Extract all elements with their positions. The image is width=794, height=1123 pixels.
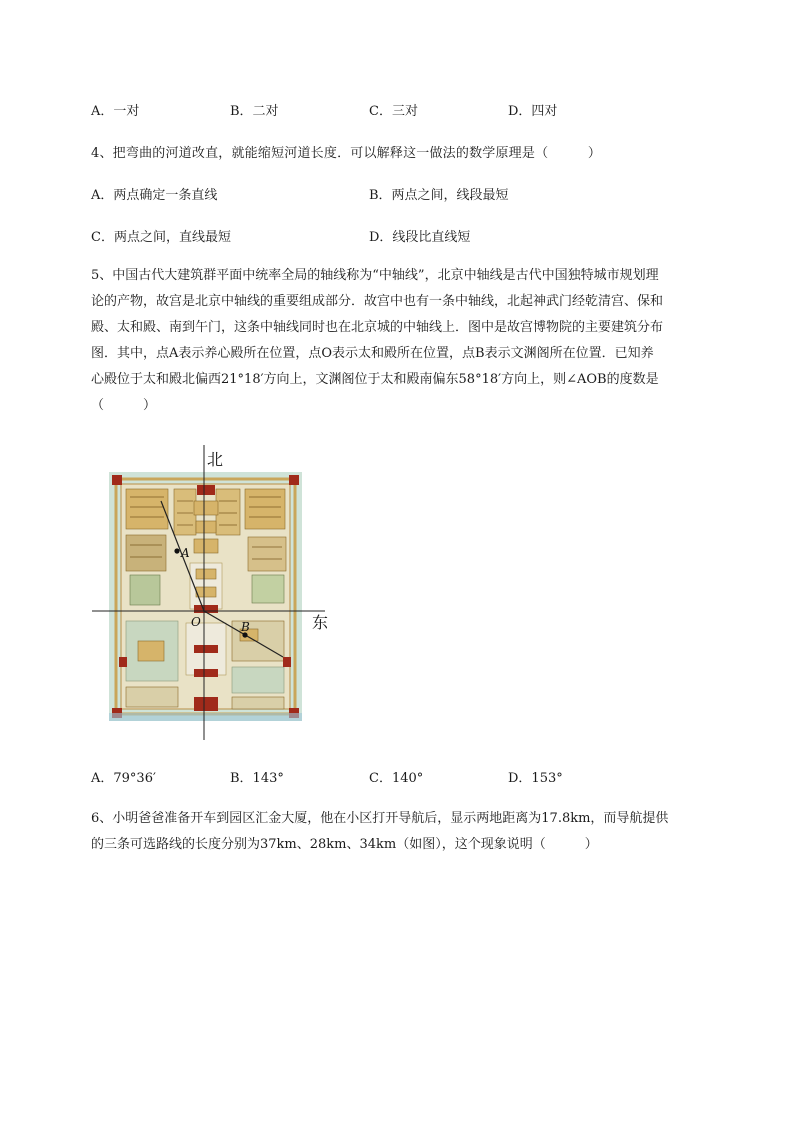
point-o-label: O — [191, 615, 201, 629]
q4-option-b: B．两点之间，线段最短 — [369, 188, 509, 203]
q6-line: 6、小明爸爸准备开车到园区汇金大厦，他在小区打开导航后，显示两地距离为17.8km，而导航提供 — [91, 811, 669, 826]
q4-option-d: D．线段比直线短 — [369, 230, 471, 245]
q5-line: 论的产物，故宫是北京中轴线的重要组成部分．故宫中也有一条中轴线，北起神武门经乾清宫、保和 — [91, 294, 664, 309]
q5-option-c: C．140° — [369, 771, 424, 786]
q3-option-a: A．一对 — [91, 104, 140, 119]
q5-option-b: B．143° — [230, 771, 284, 786]
point-a-label: A — [181, 546, 190, 560]
q4-stem: 4、把弯曲的河道改直，就能缩短河道长度．可以解释这一做法的数学原理是（ ） — [91, 146, 602, 161]
q5-line: 图．其中，点A表示养心殿所在位置，点O表示太和殿所在位置，点B表示文渊阁所在位置．已知养 — [91, 346, 654, 361]
q3-option-b: B．二对 — [230, 104, 279, 119]
q6-stem — [91, 806, 703, 858]
east-label: 东 — [312, 613, 329, 632]
forbidden-city-map-figure — [90, 445, 340, 745]
q5-line: 心殿位于太和殿北偏西21°18′方向上，文渊阁位于太和殿南偏东58°18′方向上，则∠AOB的度数是 — [91, 372, 659, 387]
q5-line: 殿、太和殿、南到午门，这条中轴线同时也在北京城的中轴线上．图中是故宫博物院的主要建筑分布 — [91, 320, 664, 335]
point-a — [174, 548, 179, 553]
q3-option-c: C．三对 — [369, 104, 418, 119]
q4-option-c: C．两点之间，直线最短 — [91, 230, 231, 245]
q5-line: （ ） — [91, 398, 157, 413]
q5-stem — [91, 263, 703, 419]
north-label: 北 — [207, 450, 224, 469]
q5-line: 5、中国古代大建筑群平面中统率全局的轴线称为“中轴线”，北京中轴线是古代中国独特城市规划理 — [91, 268, 659, 283]
q4-option-a: A．两点确定一条直线 — [91, 188, 218, 203]
moat — [109, 713, 302, 721]
q3-option-d: D．四对 — [508, 104, 558, 119]
q5-option-a: A．79°36′ — [91, 771, 156, 786]
point-b-label: B — [241, 620, 250, 634]
q5-option-d: D．153° — [508, 771, 563, 786]
q6-line: 的三条可选路线的长度分别为37km、28km、34km（如图），这个现象说明（ ） — [91, 837, 598, 852]
